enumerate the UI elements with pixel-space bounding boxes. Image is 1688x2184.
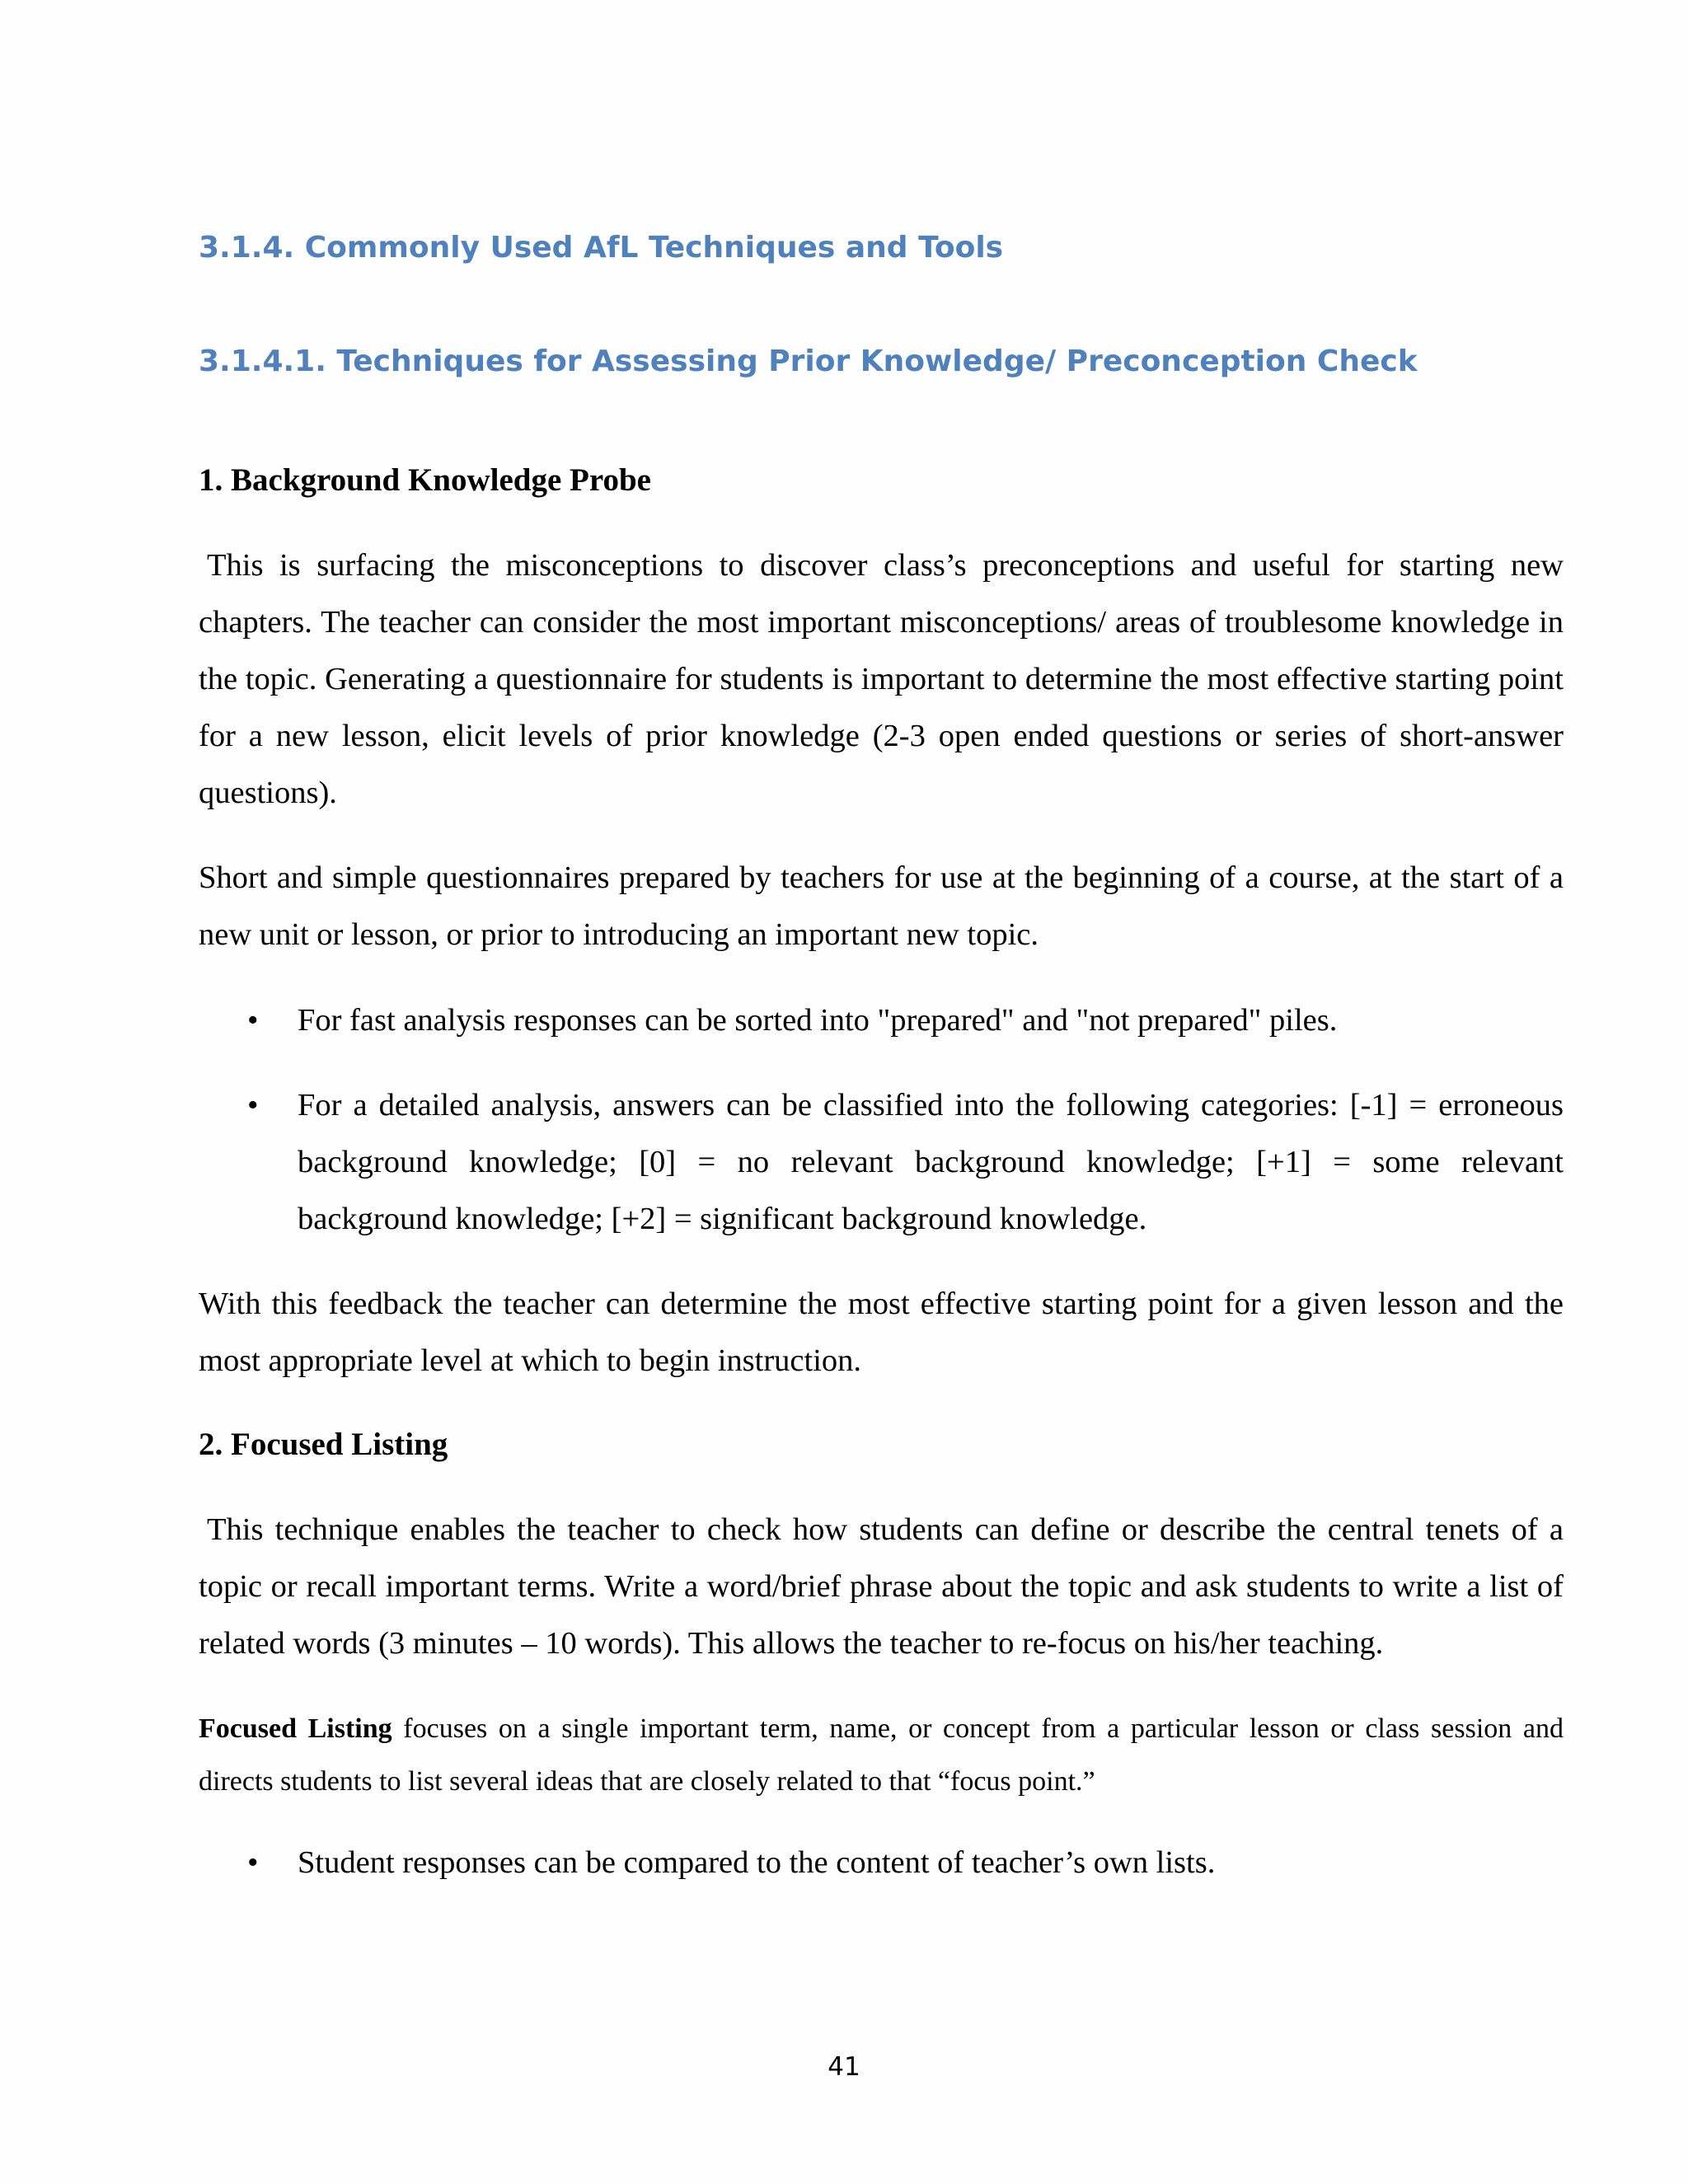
item2-bullet-1-text: Student responses can be compared to the content of teacher’s own lists. — [298, 1845, 1216, 1880]
bullet-icon: • — [247, 1845, 259, 1880]
section-heading: 3.1.4. Commonly Used AfL Techniques and Tools — [199, 231, 1004, 265]
bullet-icon: • — [247, 1003, 259, 1038]
item2-paragraph-1: This technique enables the teacher to check how students can define or describe the central tenets of a topic or recall important terms. Write a word/brief phrase about the topic and ask students to write a list of related words (3 minutes – 10 words). This allows the teacher to re-focus on his/her teaching. — [199, 1512, 1564, 1661]
item2-paragraph-2 — [199, 1703, 1564, 1808]
item2-paragraph-2-text: focuses on a single important term, name, or concept from a particular lesson or class session and directs students to list several ideas that are closely related to that “focus point.” — [199, 1713, 1564, 1797]
subsection-heading: 3.1.4.1. Techniques for Assessing Prior Knowledge/ Preconception Check — [199, 344, 1418, 378]
item2-title-text: Focused Listing — [231, 1427, 448, 1462]
item1-bullet-2-text: For a detailed analysis, answers can be classified into the following categories: [-1] = erroneous background knowledge; [0] = no relevant background knowledge; [+1] = some relevant background knowledge; [+2] = significant background knowledge. — [298, 1088, 1564, 1236]
item1-title-text: 1. Background Knowledge Probe — [199, 462, 651, 498]
item2-paragraph-2-lead: Focused Listing — [199, 1713, 392, 1744]
page-number: 41 — [828, 2052, 860, 2082]
item1-title — [199, 462, 651, 499]
item1-paragraph-3: With this feedback the teacher can determine the most effective starting point for a given lesson and the most appropriate level at which to begin instruction. — [199, 1286, 1564, 1378]
item2-title — [199, 1426, 448, 1463]
item1-paragraph-2: Short and simple questionnaires prepared by teachers for use at the beginning of a course, at the start of a new unit or lesson, or prior to introducing an important new topic. — [199, 860, 1564, 952]
item1-bullet-1-text: For fast analysis responses can be sorted into "prepared" and "not prepared" piles. — [298, 1003, 1338, 1038]
item2-number: 2. — [199, 1427, 223, 1462]
bullet-icon: • — [247, 1088, 259, 1122]
item1-paragraph-1: This is surfacing the misconceptions to discover class’s preconceptions and useful for starting new chapters. The teacher can consider the most important misconceptions/ areas of troublesome knowledge in the topic. Generating a questionnaire for students is important to determine the most effective starting point for a new lesson, elicit levels of prior knowledge (2-3 open ended questions or series of short-answer questions). — [199, 548, 1564, 810]
